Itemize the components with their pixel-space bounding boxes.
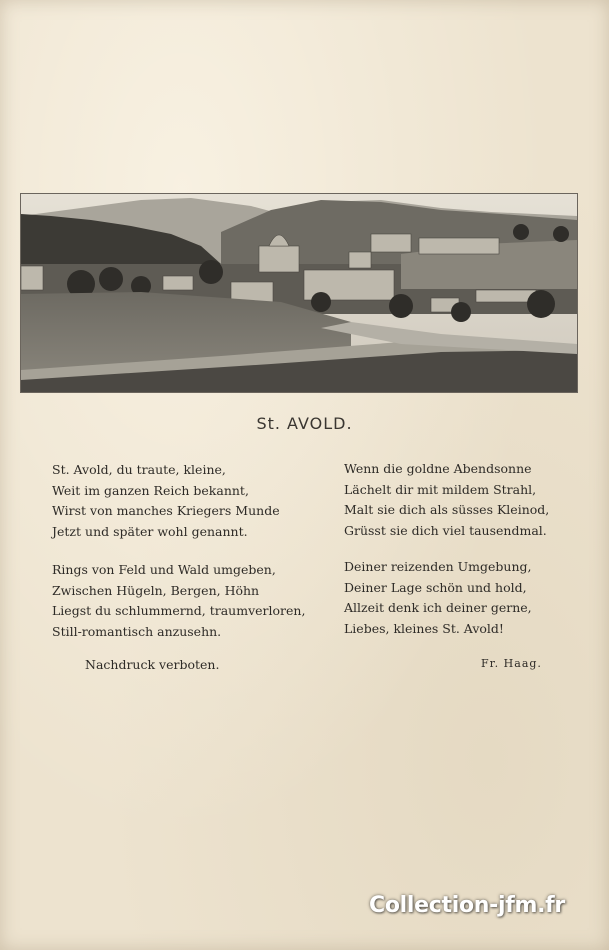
poem-line: Malt sie dich als süsses Kleinod, — [344, 502, 550, 517]
poem-line: Still-romantisch anzusehn. — [52, 623, 222, 639]
poem-stanza-3 — [344, 459, 549, 541]
poem-line: Liegst du schlummernd, traumverloren, — [52, 603, 306, 618]
poem-line: Allzeit denk ich deiner gerne, — [344, 600, 532, 615]
poem-line: Jetzt und später wohl genannt. — [52, 523, 248, 539]
poem-line: Grüsst sie dich viel tausendmal. — [344, 522, 547, 538]
poem-stanza-2 — [52, 560, 305, 642]
poem-stanza-4 — [344, 557, 532, 639]
poem-line: Zwischen Hügeln, Bergen, Höhn — [52, 582, 260, 598]
poem-line: Wenn die goldne Abendsonne — [344, 461, 532, 476]
poem-line: Deiner Lage schön und hold, — [344, 579, 527, 595]
poem-line: Rings von Feld und Wald umgeben, — [52, 562, 276, 577]
poem-line: Wirst von manches Kriegers Munde — [52, 503, 280, 518]
poem-line: Liebes, kleines St. Avold! — [344, 620, 504, 636]
poem-line: Deiner reizenden Umgebung, — [344, 559, 532, 574]
town-panorama-photo — [20, 193, 578, 393]
watermark: Collection-jfm.fr — [369, 893, 565, 918]
poem-stanza-1 — [52, 460, 280, 542]
postcard-title: St. AVOLD. — [256, 414, 353, 433]
poem-line: St. Avold, du traute, kleine, — [52, 462, 226, 477]
author-signature: Fr. Haag. — [481, 657, 542, 670]
poem-line: Lächelt dir mit mildem Strahl, — [344, 481, 537, 497]
reprint-notice: Nachdruck verboten. — [85, 657, 220, 672]
poem-line: Weit im ganzen Reich bekannt, — [52, 482, 249, 498]
